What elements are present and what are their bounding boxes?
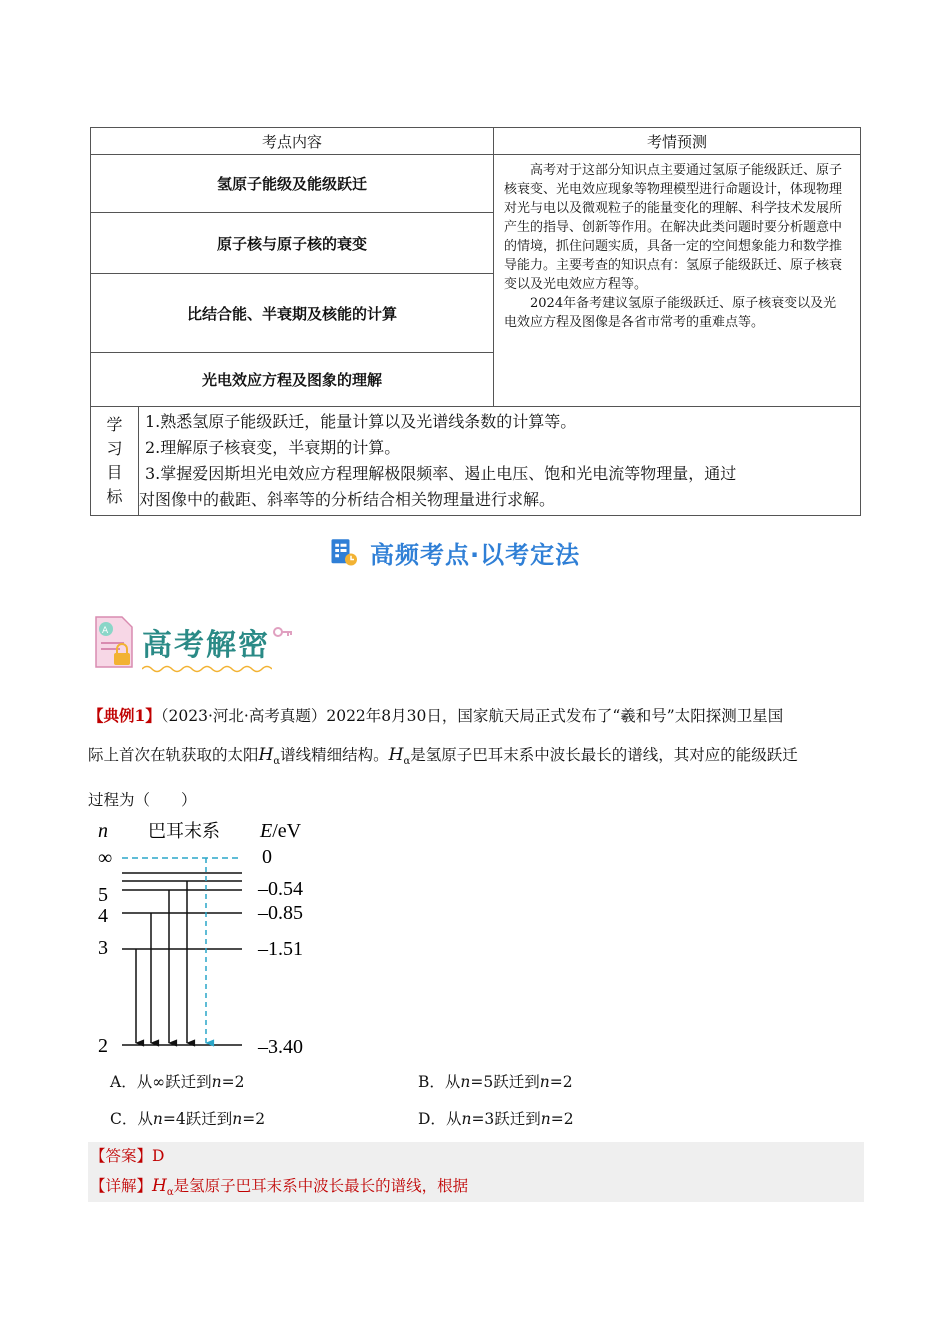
level-n-label: 2 bbox=[98, 1035, 108, 1057]
table-row bbox=[91, 155, 861, 213]
goal-item: 对图像中的截距、斜率等的分析结合相关物理量进行求解。 bbox=[139, 490, 556, 509]
goal-item: 2.理解原子核衰变，半衰期的计算。 bbox=[145, 438, 401, 457]
answer-label: 【答案】 bbox=[90, 1147, 153, 1165]
level-n-label: 4 bbox=[98, 905, 108, 927]
level-n-label: ∞ bbox=[98, 847, 113, 869]
answer-block bbox=[88, 1142, 864, 1202]
level-energy-label: 0 bbox=[262, 846, 272, 868]
option-b[interactable]: B．从n=5跃迁到n=2 bbox=[418, 1073, 573, 1091]
exam-paper-icon bbox=[92, 615, 136, 669]
document-clock-icon bbox=[330, 533, 360, 571]
overview-table bbox=[90, 127, 861, 516]
prediction-paragraph: 2024年备考建议氢原子能级跃迁、原子核衰变以及光电效应方程及图像是各省市常考的重难点等。 bbox=[504, 296, 837, 330]
energy-axis-label: E/eV bbox=[260, 820, 302, 842]
banner-title: 高频考点·以考定法 bbox=[370, 540, 581, 569]
goal-item: 1.熟悉氢原子能级跃迁，能量计算以及光谱线条数的计算等。 bbox=[145, 412, 577, 431]
level-energy-label: –1.51 bbox=[258, 938, 303, 960]
detail-row: 【详解】$H_\alpha$是氢原子巴耳末系中波长最长的谱线，根据 bbox=[90, 1176, 469, 1199]
section-banner-exam bbox=[92, 612, 294, 672]
goals-row bbox=[91, 407, 861, 516]
prediction-paragraph: 高考对于这部分知识点主要通过氢原子能级跃迁、原子核衰变、光电效应现象等物理模型进行命题设计，体现物理对光与电以及微观粒子的能量变化的理解、科学技术发展所产生的指导、创新等作用。在解决此类问题时要分析题意中的情境，抓住问题实质，具备一定的空间想象能力和数学推导能力。主要考查的知识点有：氢原子能级跃迁、原子核衰变以及光电效应方程等。 bbox=[504, 163, 843, 292]
topic-cell: 比结合能、半衰期及核能的计算 bbox=[91, 274, 494, 353]
detail-text: 是氢原子巴耳末系中波长最长的谱线，根据 bbox=[173, 1177, 469, 1195]
goal-item: 3.掌握爱因斯坦光电效应方程理解极限频率、遏止电压、饱和光电流等物理量，通过 bbox=[145, 464, 737, 483]
section-banner-frequent bbox=[330, 532, 580, 572]
level-energy-label: –3.40 bbox=[258, 1036, 303, 1058]
banner-title: 高考解密 bbox=[142, 620, 270, 664]
answer-row bbox=[88, 1142, 864, 1172]
n-axis-label: n bbox=[98, 820, 108, 842]
header-prediction: 考情预测 bbox=[494, 128, 861, 155]
topic-cell: 氢原子能级及能级跃迁 bbox=[91, 155, 494, 213]
goals-label: 学 习 目 标 bbox=[91, 407, 139, 516]
series-label: 巴耳末系 bbox=[148, 821, 220, 842]
option-d[interactable]: D．从n=3跃迁到n=2 bbox=[418, 1110, 574, 1128]
level-n-label: 3 bbox=[98, 937, 108, 959]
wave-underline bbox=[142, 664, 272, 674]
answer-value: D bbox=[152, 1147, 165, 1165]
question-line: 际上首次在轨获取的太阳$H_\alpha$谱线精细结构。$H_\alpha$是氢原子巴耳末系中波长最长的谱线，其对应的能级跃迁 bbox=[88, 745, 798, 768]
svg-text:A: A bbox=[102, 626, 109, 636]
option-c[interactable]: C．从n=4跃迁到n=2 bbox=[110, 1110, 266, 1128]
level-energy-label: –0.54 bbox=[258, 878, 303, 900]
level-n-label: 5 bbox=[98, 884, 108, 906]
energy-level-diagram bbox=[92, 815, 332, 1060]
example-tag: 【典例1】 bbox=[88, 706, 161, 725]
option-a[interactable]: A．从∞跃迁到n=2 bbox=[110, 1073, 245, 1091]
detail-label: 【详解】 bbox=[90, 1177, 153, 1195]
goals-cell bbox=[139, 407, 861, 516]
topic-cell: 原子核与原子核的衰变 bbox=[91, 213, 494, 274]
example-question bbox=[88, 696, 863, 820]
topic-cell: 光电效应方程及图象的理解 bbox=[91, 353, 494, 407]
key-icon bbox=[272, 624, 294, 640]
question-line: 【典例1】（2023·河北·高考真题）2022年8月30日，国家航天局正式发布了“羲和号”太阳探测卫星国 bbox=[88, 706, 784, 725]
prediction-cell bbox=[494, 155, 861, 407]
table-header-row bbox=[91, 128, 861, 155]
header-topic: 考点内容 bbox=[91, 128, 494, 155]
level-energy-label: –0.85 bbox=[258, 902, 303, 924]
question-line: 过程为（ ） bbox=[88, 791, 197, 810]
